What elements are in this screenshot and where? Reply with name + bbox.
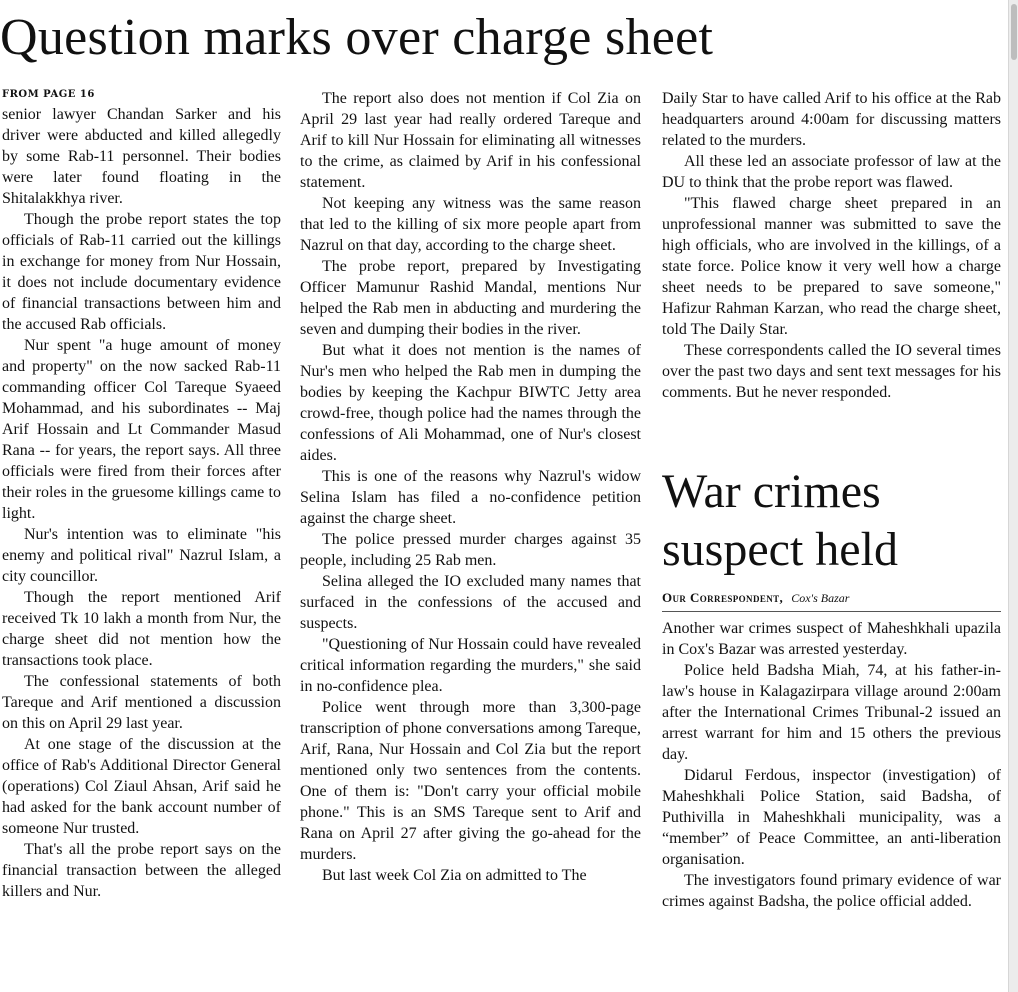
paragraph: Not keeping any witness was the same reason that led to the killing of six more people apart from Nazrul on that day, according to the charge sheet. (300, 195, 641, 254)
secondary-headline: War crimes suspect held (662, 465, 898, 576)
paragraph: Nur's intention was to eliminate "his enemy and political rival" Nazrul Islam, a city councillor. (2, 526, 281, 585)
paragraph: Police held Badsha Miah, 74, at his father-in-law's house in Kalagazirpara village around 2:00am after the International Crimes Tribunal-2 issued an arrest warrant for him and 15 others the previous day. (662, 662, 1001, 763)
paragraph: These correspondents called the IO several times over the past two days and sent text messages for his comments. But he never responded. (662, 342, 1001, 401)
paragraph: "This flawed charge sheet prepared in an unprofessional manner was submitted to save the high officials, who are involved in the killings, of a state force. Police know it very well how a charge sheet needs to be prepared to save someone," Hafizur Rahman Karzan, who read the charge sheet, told The Daily Star. (662, 195, 1001, 338)
paragraph: Selina alleged the IO excluded many names that surfaced in the confessions of the accused and suspects. (300, 573, 641, 632)
paragraph: Another war crimes suspect of Maheshkhali upazila in Cox's Bazar was arrested yesterday. (662, 620, 1001, 658)
paragraph: Nur spent "a huge amount of money and property" on the now sacked Rab-11 commanding officer Col Tareque Syaeed Mohammad, and his subordinates -- Maj Arif Hossain and Lt Commander Masud Rana -- for years, the report says. All three officials were fired from their forces after their roles in the gruesome killings came to light. (2, 337, 281, 522)
paragraph: The probe report, prepared by Investigating Officer Mamunur Rashid Mandal, mentions Nur helped the Rab men in abducting and murdering the seven and dumping their bodies in the river. (300, 258, 641, 338)
paragraph: Though the report mentioned Arif received Tk 10 lakh a month from Nur, the charge sheet did not mention how the transactions took place. (2, 589, 281, 669)
paragraph: This is one of the reasons why Nazrul's widow Selina Islam has filed a no-confidence petition against the charge sheet. (300, 468, 641, 527)
paragraph: Daily Star to have called Arif to his office at the Rab headquarters around 4:00am for discussing matters related to the murders. (662, 90, 1001, 149)
paragraph: senior lawyer Chandan Sarker and his driver were abducted and killed allegedly by some Rab-11 personnel. Their bodies were later found floating in the Shitalakkhya river. (2, 106, 281, 207)
paragraph: Didarul Ferdous, inspector (investigation) of Maheshkhali Police Station, said Badsha, of Puthivilla in Maheshkhali municipality, was a “member” of Peace Committee, an anti-liberation organisation. (662, 767, 1001, 868)
paragraph: Though the probe report states the top officials of Rab-11 carried out the killings in exchange for money from Nur Hossain, it does not include documentary evidence of financial transactions between him and the accused Rab officials. (2, 211, 281, 333)
article-column-1 (2, 88, 281, 988)
paragraph: The report also does not mention if Col Zia on April 29 last year had really ordered Tareque and Arif to kill Nur Hossain for eliminating all witnesses to the crime, as claimed by Arif in his confessional statement. (300, 90, 641, 191)
paragraph: That's all the probe report says on the financial transaction between the alleged killers and Nur. (2, 841, 281, 900)
main-headline: Question marks over charge sheet (0, 9, 714, 66)
paragraph: The police pressed murder charges against 35 people, including 25 Rab men. (300, 531, 641, 569)
paragraph: All these led an associate professor of law at the DU to think that the probe report was flawed. (662, 153, 1001, 191)
paragraph: The confessional statements of both Tareque and Arif mentioned a discussion on this on April 29 last year. (2, 673, 281, 732)
article-column-2 (300, 88, 641, 988)
paragraph: Police went through more than 3,300-page transcription of phone conversations among Tareque, Arif, Rana, Nur Hossain and Col Zia but the report mentioned only two sentences from the contents. One of them is: "Don't carry your official mobile phone." This is an SMS Tareque sent to Arif and Rana on April 27 after giving the go-ahead for the murders. (300, 699, 641, 863)
scrollbar-thumb[interactable] (1011, 4, 1017, 60)
article-column-3 (662, 88, 1001, 464)
vertical-scrollbar[interactable] (1008, 0, 1018, 992)
paragraph: The investigators found primary evidence of war crimes against Badsha, the police official added. (662, 872, 1001, 910)
continuation-label: FROM PAGE 16 (2, 89, 95, 100)
paragraph: But last week Col Zia on admitted to The (322, 867, 587, 884)
secondary-story (662, 463, 1001, 983)
paragraph: At one stage of the discussion at the office of Rab's Additional Director General (operations) Col Ziaul Ahsan, Arif said he had asked for the bank account number of someone Nur trusted. (2, 736, 281, 837)
paragraph: "Questioning of Nur Hossain could have revealed critical information regarding the murders," she said in no-confidence plea. (300, 636, 641, 695)
byline-author: Our Correspondent, (662, 590, 784, 605)
byline-location: Cox's Bazar (791, 591, 850, 605)
paragraph: But what it does not mention is the names of Nur's men who helped the Rab men in dumping the bodies by keeping the Kachpur BIWTC Jetty area crowd-free, though police had the names through the confessions of Ali Mohammad, one of Nur's closest aides. (300, 342, 641, 464)
secondary-story-body (662, 618, 1001, 912)
byline (662, 589, 1001, 612)
